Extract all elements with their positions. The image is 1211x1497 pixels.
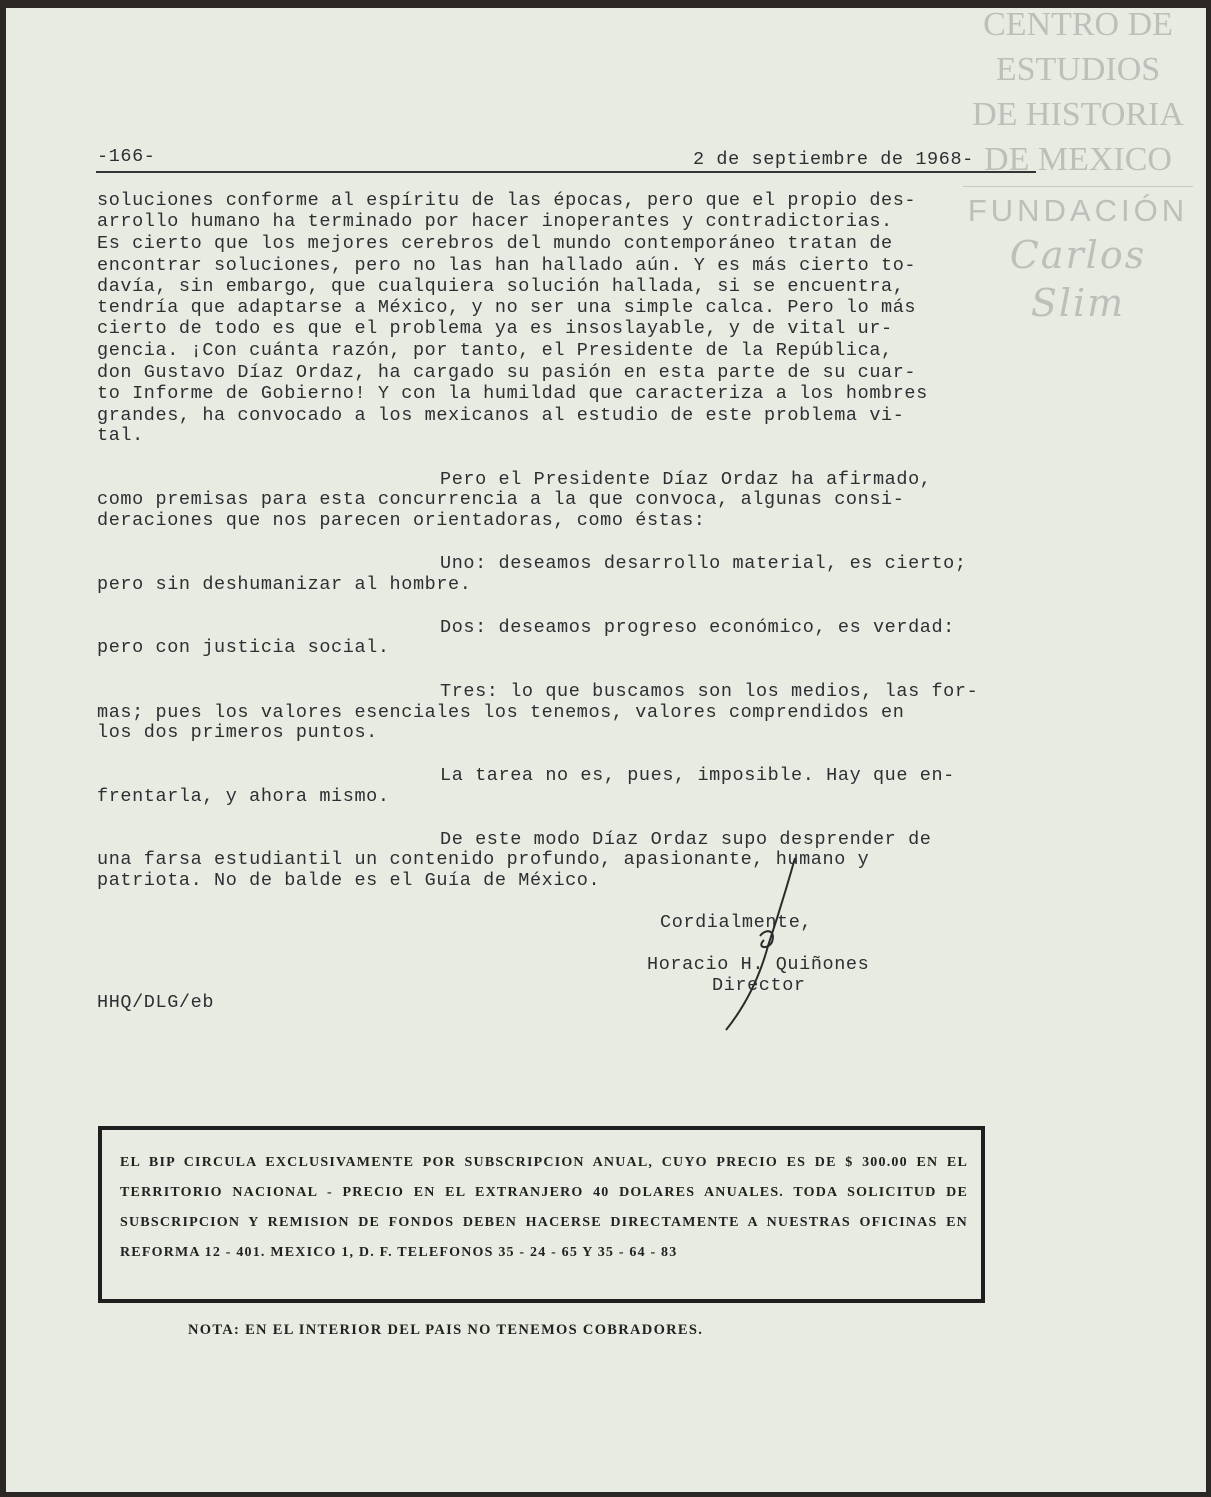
body-line: Pero el Presidente Díaz Ordaz ha afirmado, [440, 469, 932, 490]
body-line: davía, sin embargo, que cualquiera solución hallada, si se encuentra, [97, 276, 905, 297]
watermark-line: DE MEXICO [984, 141, 1172, 178]
body-line: don Gustavo Díaz Ordaz, ha cargado su pasión en esta parte de su cuar- [97, 362, 917, 383]
body-line: patriota. No de balde es el Guía de México. [97, 870, 601, 891]
collectors-note: NOTA: EN EL INTERIOR DEL PAIS NO TENEMOS COBRADORES. [188, 1322, 704, 1338]
body-line: De este modo Díaz Ordaz supo desprender de [440, 829, 932, 850]
body-line: soluciones conforme al espíritu de las épocas, pero que el propio des- [97, 190, 917, 211]
watermark-line: ESTUDIOS [995, 51, 1161, 88]
signer-name: Horacio H. Quiñones [647, 954, 870, 975]
archive-watermark [963, 2, 1193, 327]
body-line: los dos primeros puntos. [97, 722, 378, 743]
watermark-divider [963, 186, 1193, 187]
watermark-signature: Carlos Slim [1009, 233, 1147, 325]
body-line: tal. [97, 425, 144, 446]
body-line: Dos: deseamos progreso económico, es verdad: [440, 617, 955, 638]
body-line: arrollo humano ha terminado por hacer inoperantes y contradictorias. [97, 211, 893, 232]
body-line: Uno: deseamos desarrollo material, es cierto; [440, 553, 967, 574]
watermark-line: CENTRO DE [983, 6, 1173, 43]
body-line: gencia. ¡Con cuánta razón, por tanto, el Presidente de la República, [97, 340, 893, 361]
body-line: frentarla, y ahora mismo. [97, 786, 390, 807]
header-rule [96, 171, 1036, 173]
signer-title: Director [712, 975, 806, 996]
body-line: como premisas para esta concurrencia a la que convoca, algunas consi- [97, 489, 905, 510]
handwritten-signature [690, 850, 830, 1040]
body-line: La tarea no es, pues, imposible. Hay que en- [440, 765, 955, 786]
body-line: mas; pues los valores esenciales los tenemos, valores comprendidos en [97, 702, 905, 723]
letter-date: 2 de septiembre de 1968- [693, 149, 974, 170]
body-line: tendría que adaptarse a México, y no ser una simple calca. Pero lo más [97, 297, 917, 318]
subscription-notice [98, 1126, 985, 1303]
body-line: una farsa estudiantil un contenido profundo, apasionante, humano y [97, 849, 870, 870]
body-line: Es cierto que los mejores cerebros del mundo contemporáneo tratan de [97, 233, 893, 254]
subscription-text: EL BIP CIRCULA EXCLUSIVAMENTE POR SUBSCRIPCION ANUAL, CUYO PRECIO ES DE $ 300.00 EN EL TERRITORIO NACIONAL - PRECIO EN EL EXTRANJERO 40 DOLARES ANUALES. TODA SOLICITUD DE SUBSCRIPCION Y REMISION DE FONDOS DEBEN HACERSE DIRECTAMENTE A NUESTRAS OFICINAS EN REFORMA 12 - 401. MEXICO 1, D. F. TELEFONOS 35 - 24 - 65 Y 35 - 64 - 83 [120, 1155, 968, 1260]
watermark-foundation: FUNDACIÓN [967, 193, 1189, 228]
body-line: encontrar soluciones, pero no las han hallado aún. Y es más cierto to- [97, 255, 917, 276]
body-line: grandes, ha convocado a los mexicanos al estudio de este problema vi- [97, 405, 905, 426]
reference-initials: HHQ/DLG/eb [97, 992, 215, 1013]
body-line: pero sin deshumanizar al hombre. [97, 574, 472, 595]
salutation: Cordialmente, [660, 912, 813, 933]
body-line: Tres: lo que buscamos son los medios, las for- [440, 681, 979, 702]
page-number: -166- [97, 146, 156, 167]
body-line: pero con justicia social. [97, 637, 390, 658]
body-line: deraciones que nos parecen orientadoras, como éstas: [97, 510, 706, 531]
body-line: to Informe de Gobierno! Y con la humildad que caracteriza a los hombres [97, 383, 928, 404]
body-line: cierto de todo es que el problema ya es insoslayable, y de vital ur- [97, 318, 893, 339]
watermark-line: DE HISTORIA [972, 96, 1184, 133]
